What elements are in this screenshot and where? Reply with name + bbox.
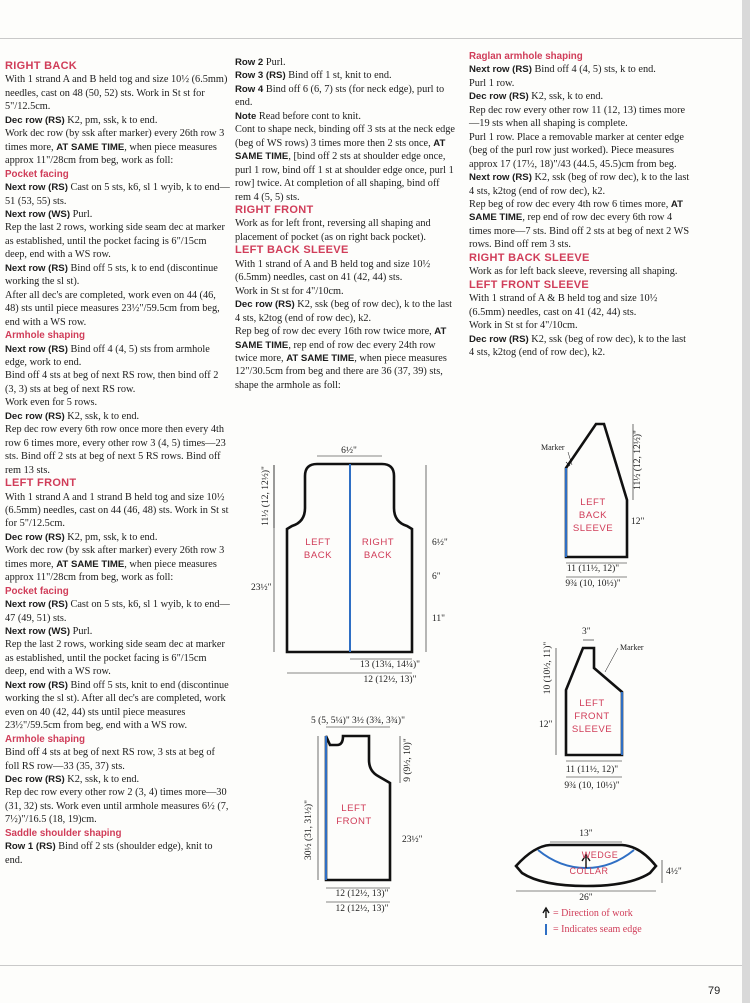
label-back-sleeve-2: BACK — [578, 510, 608, 521]
paragraph: Work as for left back sleeve, reversing all shaping. — [469, 266, 678, 278]
section-title-right-front: RIGHT FRONT — [235, 203, 314, 216]
label-back-sleeve-3: SLEEVE — [572, 523, 614, 534]
paragraph: Rep beg of row dec every 4th row 6 times more, AT SAME TIME, rep end of row dec every 6th row 4 times more—7 sts. Bind off 2 sts at beg of next 2 WS rows. Bind off rem 3 sts. — [469, 198, 690, 251]
paragraph: Rep the last 2 rows, working side seam dec at marker as established, until the pocket facing is 6"/15cm deep, end with a WS row. — [5, 639, 225, 678]
paragraph: Bind off 4 sts at beg of next RS row, then bind off 2 (3, 3) sts at beg of next RS row. — [5, 370, 219, 395]
dim-back-sleeve-top: 11½ (12, 12½)" — [633, 430, 643, 490]
paragraph: Row 2 Purl. — [235, 57, 286, 68]
dim-back-sleeve-bottom2: 9¾ (10, 10½)" — [565, 579, 621, 589]
dim-front-top2: 3½ (3¾, 3¾)" — [352, 716, 405, 726]
dim-front-left-total: 30½ (31, 31½)" — [304, 799, 314, 861]
page-binding-edge — [742, 0, 750, 1003]
paragraph: With 1 strand of A & B held tog and size 10½ (6.5mm) needles, cast on 41 (42, 44) sts. — [469, 293, 658, 318]
row-label: Dec row (RS) — [5, 114, 65, 126]
paragraph: Next row (WS) Purl. — [5, 208, 93, 220]
dim-front-sleeve-top: 3" — [582, 627, 591, 637]
paragraph: Work in St st for 4"/10cm. — [469, 320, 578, 332]
paragraph: Next row (RS) Bind off 4 (4, 5) sts, k to end. — [469, 64, 656, 76]
label-right-back-2: BACK — [363, 550, 393, 561]
subsection-title-armhole: Armhole shaping — [5, 733, 86, 745]
paragraph: Work as for left front, reversing all shaping and placement of pocket (as on right back pocket). — [235, 218, 431, 243]
back-sleeve-schematic — [541, 424, 645, 589]
subsection-title-saddle-shoulder: Saddle shoulder shaping — [5, 827, 122, 839]
legend — [543, 908, 549, 935]
dim-front-sleeve-bottom2: 9¾ (10, 10½)" — [564, 781, 620, 791]
paragraph: Next row (WS) Purl. — [5, 626, 93, 638]
paragraph: Dec row (RS) K2, pm, ssk, k to end. — [5, 531, 158, 543]
label-front-sleeve-3: SLEEVE — [571, 724, 613, 735]
paragraph: Row 4 Bind off 6 (6, 7) sts (for neck edge), purl to end. — [235, 83, 445, 109]
paragraph: Work even for 5 rows. — [5, 397, 98, 409]
paragraph: Work in St st for 4"/10cm. — [235, 285, 344, 297]
page-number: 79 — [708, 985, 721, 997]
direction-arrow-icon — [543, 908, 549, 918]
paragraph: With 1 strand of A and B held tog and size 10½ (6.5mm) needles, cast on 41 (42, 44) sts. — [235, 258, 431, 284]
dim-collar-top: 13" — [579, 829, 593, 839]
subsection-title-pocket-facing: Pocket facing — [5, 585, 69, 597]
dim-front-bottom2: 12 (12½, 13)" — [335, 904, 389, 914]
paragraph: Next row (RS) Bind off 5 sts, knit to end (discontinue working the sl st). After all dec's are completed, work even on 40 (42, 44) sts until piece measures 23½"/59.5cm from beg, end with a WS row. — [5, 679, 229, 732]
paragraph: Next row (RS) Cast on 5 sts, k6, sl 1 wyib, k to end—47 (49, 51) sts. — [5, 599, 230, 624]
back-sleeve-outline — [566, 424, 627, 557]
dim-back-bottom2: 12 (12½, 13)" — [363, 675, 417, 685]
label-collar-2: COLLAR — [569, 866, 609, 876]
label-left-front-2: FRONT — [336, 816, 372, 827]
paragraph: Next row (RS) Bind off 5 sts, k to end (discontinue working the sl st). — [5, 262, 218, 288]
dim-back-r1: 6½" — [432, 538, 448, 548]
dim-collar-bottom: 26" — [579, 893, 593, 903]
paragraph: Dec row (RS) K2, ssk (beg of row dec), k to the last 4 sts, k2tog (end of row dec), k2. — [469, 333, 686, 358]
paragraph: Rep dec row every other row 11 (12, 13) times more—19 sts when all shaping is complete. — [469, 104, 686, 130]
paragraph: Bind off 4 sts at beg of next RS row, 3 sts at beg of foll RS row—33 (35, 37) sts. — [5, 747, 215, 772]
back-schematic — [251, 445, 448, 685]
label-front-sleeve-2: FRONT — [574, 711, 610, 722]
label-left-back-1: LEFT — [305, 537, 331, 548]
label-left-back-2: BACK — [303, 550, 333, 561]
dim-back-r2: 6" — [432, 572, 441, 582]
subsection-title-pocket-facing: Pocket facing — [5, 168, 69, 180]
paragraph: Rep dec row every 6th row once more then every 4th row 6 times more, every other row 3 (4, 5) times—23 sts. Bind off 2 sts at beg of next 5 RS rows. Bind off rem 13 sts. — [5, 424, 226, 476]
dim-back-sleeve-bottom: 12" — [631, 517, 645, 527]
paragraph: With 1 strand A and 1 strand B held tog and size 10½ (6.5mm) needles, cast on 44 (46, 48) sts. Work in St st for 5"/12.5cm. — [5, 491, 229, 530]
legend-direction: = Direction of work — [553, 908, 633, 919]
paragraph: With 1 strand A and B held tog and size 10½ (6.5mm) needles, cast on 48 (50, 52) sts. Work in St st for 5"/12.5cm. — [5, 74, 228, 113]
dim-back-bottom1: 13 (13¼, 14¼)" — [359, 660, 421, 670]
paragraph: Row 1 (RS) Bind off 2 sts (shoulder edge), knit to end. — [5, 841, 213, 866]
marker-pointer — [605, 648, 618, 672]
dim-front-top1: 5 (5, 5¼)" — [311, 716, 350, 726]
dim-front-neck: 9 (9½, 10)" — [403, 738, 413, 782]
dim-front-sleeve-left-top: 10 (10½, 11)" — [543, 641, 553, 695]
dim-front-total: 23½" — [402, 835, 423, 845]
paragraph: Work dec row (by ssk after marker) every 26th row 3 times more, AT SAME TIME, when piece measures approx 11"/28cm from beg, work as foll: — [5, 545, 225, 584]
paragraph: Cont to shape neck, binding off 3 sts at the neck edge (beg of WS rows) 3 times more then 2 sts once, AT SAME TIME, [bind off 2 sts at shoulder edge once, purl 1 row, bind off 1 st at shoulder edge once, purl 1 row] twice. At completion of all shaping, bind off rem 4 (5, 5) sts. — [235, 124, 456, 203]
label-front-sleeve-1: LEFT — [579, 698, 605, 709]
paragraph: Purl 1 row. Place a removable marker at center edge (beg of the purl row just worked). Piece measures approx 17 (17½, 18)"/43 (44.5, 45.5)cm from beg. — [469, 131, 684, 170]
paragraph: Next row (RS) Bind off 4 (4, 5) sts from armhole edge, work to end. — [5, 343, 210, 368]
section-title-left-front-sleeve: LEFT FRONT SLEEVE — [469, 278, 589, 291]
front-schematic — [303, 715, 423, 914]
paragraph: Rep beg of row dec every 16th row twice more, AT SAME TIME, rep end of row dec every 24th row twice more, AT SAME TIME, when piece measures 12"/30.5cm from beg and there are 36 (37, 39) sts, shape the armhole as foll: — [235, 326, 447, 391]
dim-collar-right: 4½" — [666, 867, 682, 877]
paragraph: Rep the last 2 rows, working side seam dec at marker as established, until the pocket facing is 6"/15cm deep, end with a WS row. — [5, 222, 225, 261]
dim-back-top: 6½" — [341, 446, 357, 456]
paragraph: Note Read before cont to knit. — [235, 110, 361, 122]
paragraph: Next row (RS) K2, ssk (beg of row dec), k to the last 4 sts, k2tog (end of row dec), k2. — [469, 172, 690, 197]
dim-front-sleeve-bottom1: 11 (11½, 12)" — [565, 765, 619, 775]
label-left-front-1: LEFT — [341, 803, 367, 814]
paragraph: Dec row (RS) K2, pm, ssk, k to end. — [5, 114, 158, 126]
section-title-right-back-sleeve: RIGHT BACK SLEEVE — [469, 251, 590, 264]
paragraph: Work dec row (by ssk after marker) every 26th row 3 times more, AT SAME TIME, when piece measures approx 11"/28cm from beg, work as foll: — [5, 128, 225, 167]
label-right-back-1: RIGHT — [361, 537, 395, 548]
dim-back-armhole: 11½ (12, 12½)" — [261, 466, 271, 526]
paragraph: Dec row (RS) K2, ssk, k to end. — [5, 410, 140, 422]
paragraph: Row 3 (RS) Bind off 1 st, knit to end. — [235, 70, 392, 82]
dim-front-bottom1: 12 (12½, 13)" — [335, 889, 389, 899]
paragraph: Rep dec row every other row 2 (3, 4) times more—30 (31, 32) sts. Work even until armhole measures 6½ (7, 7½)"/16.5 (18, 19)cm. — [5, 787, 229, 826]
label-back-sleeve-1: LEFT — [580, 497, 606, 508]
legend-seam: = Indicates seam edge — [553, 924, 642, 935]
section-title-right-back: RIGHT BACK — [5, 60, 78, 72]
subsection-title-armhole: Armhole shaping — [5, 330, 86, 342]
paragraph: Dec row (RS) K2, ssk, k to end. — [469, 91, 604, 103]
marker-label: Marker — [620, 643, 644, 652]
section-title-left-back-sleeve: LEFT BACK SLEEVE — [235, 244, 349, 257]
marker-label: Marker — [541, 443, 565, 452]
dim-back-total: 23½" — [251, 583, 272, 593]
paragraph: Dec row (RS) K2, ssk (beg of row dec), k to the last 4 sts, k2tog (end of row dec), k2. — [235, 299, 452, 324]
dim-back-sleeve-bottom1: 11 (11½, 12)" — [566, 564, 620, 574]
paragraph: After all dec's are completed, work even on 44 (46, 48) sts until piece measures 23½"/59.5cm from beg, end with a WS row. — [5, 289, 220, 328]
subsection-title-raglan: Raglan armhole shaping — [469, 51, 583, 62]
dim-back-r3: 11" — [432, 614, 446, 624]
paragraph: Purl 1 row. — [469, 77, 515, 89]
section-title-left-front: LEFT FRONT — [5, 477, 77, 490]
paragraph: Next row (RS) Cast on 5 sts, k6, sl 1 wyib, k to end—51 (53, 55) sts. — [5, 182, 230, 207]
dim-front-sleeve-left-bottom: 12" — [539, 720, 553, 730]
collar-schematic — [516, 829, 682, 903]
label-collar-1: WEDGE — [581, 850, 619, 860]
paragraph: Dec row (RS) K2, ssk, k to end. — [5, 774, 140, 786]
front-sleeve-schematic — [539, 627, 644, 791]
